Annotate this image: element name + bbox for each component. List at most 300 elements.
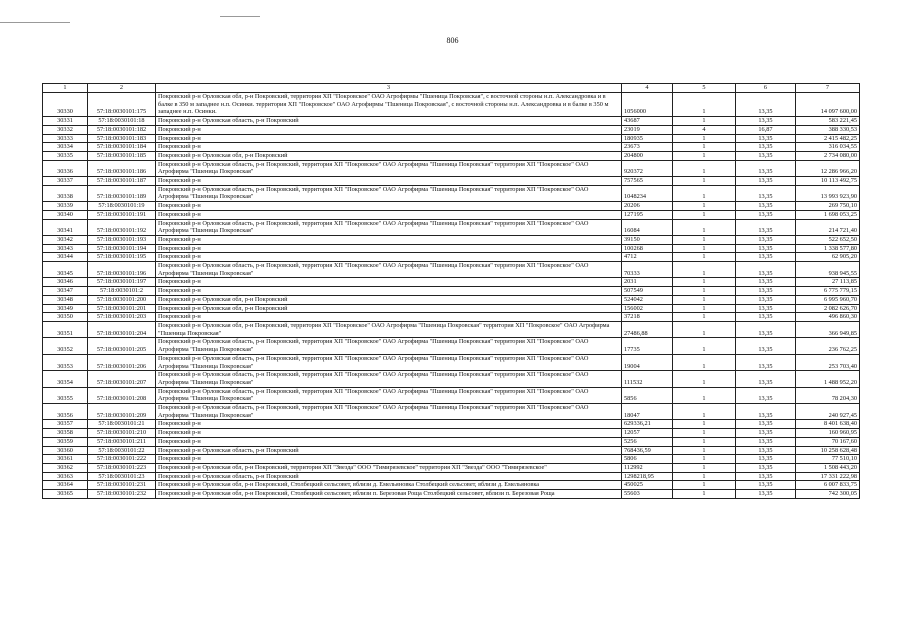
- description: Покровский р-н Орловская область, р-н Покровский: [156, 446, 622, 455]
- table-row: [43, 404, 860, 420]
- cadastral-number: 57:18:0030101:18: [88, 117, 156, 126]
- table-row: [43, 472, 860, 481]
- area-value: 156002: [622, 304, 673, 313]
- description: Покровский р-н Орловская обл, р-н Покровский, территория ХП "Покровское" ОАО Агрофирмы "Пшеница Покровская", с восточной стороны н.п. Александровка и в балке в 350 м западнее н.п. Осинки. территория ХП "Покровское" ОАО Агрофирмы "Пшеница Покровская", с восточной стороны н.п. Александровка и в балке в 350 м западнее н.п. Осинки.: [156, 93, 622, 117]
- column-5-value: 1: [673, 219, 736, 235]
- row-number: 30361: [43, 455, 88, 464]
- area-value: 920372: [622, 160, 673, 176]
- description: Покровский р-н: [156, 210, 622, 219]
- cadastral-number: 57:18:0030101:206: [88, 354, 156, 370]
- rate-value: 13,35: [736, 160, 796, 176]
- area-value: 23019: [622, 125, 673, 134]
- cadastral-number: 57:18:0030101:183: [88, 134, 156, 143]
- description: Покровский р-н Орловская обл, р-н Покровский: [156, 151, 622, 160]
- column-5-value: 1: [673, 202, 736, 211]
- column-5-value: 1: [673, 151, 736, 160]
- area-value: 27486,88: [622, 321, 673, 337]
- area-value: 55603: [622, 490, 673, 499]
- area-value: 1298218,95: [622, 472, 673, 481]
- area-value: 629336,21: [622, 420, 673, 429]
- description: Покровский р-н: [156, 143, 622, 152]
- area-value: 111532: [622, 371, 673, 387]
- row-number: 30337: [43, 177, 88, 186]
- description: Покровский р-н Орловская область, р-н Покровский, территория ХП "Покровское" ОАО Агрофирма "Пшеница Покровская" территория ХП "Покровское" ОАО Агрофирма "Пшеница Покровская": [156, 185, 622, 201]
- area-value: 16084: [622, 219, 673, 235]
- rate-value: 13,35: [736, 151, 796, 160]
- cadastral-number: 57:18:0030101:194: [88, 244, 156, 253]
- description: Покровский р-н Орловская обл, р-н Покровский, территория ХП "Звезда" ООО "Тимирязевское" территория ХП "Звезда" ООО "Тимирязевское": [156, 463, 622, 472]
- cadastral-number: 57:18:0030101:210: [88, 429, 156, 438]
- description: Покровский р-н Орловская область, р-н Покровский, территория ХП "Покровское" ОАО Агрофирма "Пшеница Покровская" территория ХП "Покровское" ОАО Агрофирма "Пшеница Покровская": [156, 160, 622, 176]
- cadastral-value: 17 331 222,98: [796, 472, 860, 481]
- row-number: 30333: [43, 134, 88, 143]
- column-header: 6: [736, 84, 796, 93]
- row-number: 30346: [43, 278, 88, 287]
- table-row: [43, 455, 860, 464]
- cadastral-value: 236 762,25: [796, 338, 860, 354]
- area-value: 5856: [622, 387, 673, 403]
- row-number: 30332: [43, 125, 88, 134]
- column-header: 5: [673, 84, 736, 93]
- cadastral-number: 57:18:0030101:22: [88, 446, 156, 455]
- table-row: [43, 437, 860, 446]
- column-5-value: 1: [673, 463, 736, 472]
- rate-value: 13,35: [736, 278, 796, 287]
- cadastral-value: 269 750,10: [796, 202, 860, 211]
- cadastral-number: 57:18:0030101:186: [88, 160, 156, 176]
- row-number: 30358: [43, 429, 88, 438]
- cadastral-number: 57:18:0030101:223: [88, 463, 156, 472]
- row-number: 30350: [43, 313, 88, 322]
- description: Покровский р-н: [156, 244, 622, 253]
- column-header: 4: [622, 84, 673, 93]
- row-number: 30338: [43, 185, 88, 201]
- column-5-value: 1: [673, 244, 736, 253]
- cadastral-number: 57:18:0030101:184: [88, 143, 156, 152]
- row-number: 30341: [43, 219, 88, 235]
- table-row: [43, 278, 860, 287]
- rate-value: 13,35: [736, 93, 796, 117]
- column-5-value: 1: [673, 235, 736, 244]
- scan-artifact-line: [0, 22, 70, 23]
- cadastral-value: 214 721,40: [796, 219, 860, 235]
- description: Покровский р-н: [156, 134, 622, 143]
- column-header: 3: [156, 84, 622, 93]
- cadastral-number: 57:18:0030101:211: [88, 437, 156, 446]
- description: Покровский р-н: [156, 455, 622, 464]
- column-5-value: 1: [673, 278, 736, 287]
- column-5-value: 1: [673, 429, 736, 438]
- row-number: 30342: [43, 235, 88, 244]
- row-number: 30359: [43, 437, 88, 446]
- description: Покровский р-н: [156, 420, 622, 429]
- row-number: 30340: [43, 210, 88, 219]
- rate-value: 13,35: [736, 481, 796, 490]
- cadastral-number: 57:18:0030101:201: [88, 304, 156, 313]
- table-row: [43, 134, 860, 143]
- area-value: 4712: [622, 253, 673, 262]
- rate-value: 13,35: [736, 420, 796, 429]
- scan-artifact-line: [220, 16, 260, 17]
- column-5-value: 1: [673, 210, 736, 219]
- row-number: 30362: [43, 463, 88, 472]
- cadastral-value: 27 113,85: [796, 278, 860, 287]
- column-5-value: 1: [673, 295, 736, 304]
- description: Покровский р-н Орловская область, р-н Покровский, территория ХП "Покровское" ОАО Агрофирма "Пшеница Покровская" территория ХП "Покровское" ОАО Агрофирма "Пшеница Покровская": [156, 219, 622, 235]
- cadastral-value: 62 905,20: [796, 253, 860, 262]
- cadastral-value: 2 415 482,25: [796, 134, 860, 143]
- cadastral-value: 2 082 626,70: [796, 304, 860, 313]
- row-number: 30353: [43, 354, 88, 370]
- row-number: 30354: [43, 371, 88, 387]
- column-5-value: 1: [673, 387, 736, 403]
- table-row: [43, 295, 860, 304]
- table-row: [43, 125, 860, 134]
- row-number: 30364: [43, 481, 88, 490]
- rate-value: 13,35: [736, 253, 796, 262]
- table-row: [43, 338, 860, 354]
- column-5-value: 1: [673, 253, 736, 262]
- cadastral-number: 57:18:0030101:222: [88, 455, 156, 464]
- cadastral-number: 57:18:0030101:182: [88, 125, 156, 134]
- row-number: 30355: [43, 387, 88, 403]
- description: Покровский р-н Орловская область, р-н Покровский, территория ХП "Покровское" ОАО Агрофирма "Пшеница Покровская" территория ХП "Покровское" ОАО Агрофирма "Пшеница Покровская": [156, 262, 622, 278]
- area-value: 39150: [622, 235, 673, 244]
- cadastral-number: 57:18:0030101:208: [88, 387, 156, 403]
- rate-value: 13,35: [736, 295, 796, 304]
- table-row: [43, 313, 860, 322]
- table-row: [43, 446, 860, 455]
- column-5-value: 1: [673, 287, 736, 296]
- cadastral-number: 57:18:0030101:205: [88, 338, 156, 354]
- column-5-value: 1: [673, 446, 736, 455]
- description: Покровский р-н Орловская обл, р-н Покровский, территория ХП "Покровское" ОАО Агрофирма "Пшеница Покровская" территория ХП "Покровское" ОАО Агрофирма "Пшеница Покровская": [156, 321, 622, 337]
- cadastral-value: 6 007 833,75: [796, 481, 860, 490]
- register-table: [42, 83, 860, 499]
- column-5-value: 1: [673, 404, 736, 420]
- cadastral-number: 57:18:0030101:185: [88, 151, 156, 160]
- table-row: [43, 387, 860, 403]
- table-row: [43, 93, 860, 117]
- cadastral-number: 57:18:0030101:189: [88, 185, 156, 201]
- column-5-value: 1: [673, 437, 736, 446]
- rate-value: 13,35: [736, 134, 796, 143]
- area-value: 180935: [622, 134, 673, 143]
- row-number: 30365: [43, 490, 88, 499]
- description: Покровский р-н Орловская область, р-н Покровский: [156, 472, 622, 481]
- area-value: 100268: [622, 244, 673, 253]
- table-row: [43, 371, 860, 387]
- rate-value: 13,35: [736, 304, 796, 313]
- cadastral-value: 6 775 779,15: [796, 287, 860, 296]
- table-row: [43, 219, 860, 235]
- table-row: [43, 210, 860, 219]
- cadastral-value: 1 508 443,20: [796, 463, 860, 472]
- column-5-value: 1: [673, 304, 736, 313]
- cadastral-number: 57:18:0030101:23: [88, 472, 156, 481]
- cadastral-number: 57:18:0030101:207: [88, 371, 156, 387]
- table-row: [43, 244, 860, 253]
- cadastral-value: 12 286 966,20: [796, 160, 860, 176]
- rate-value: 13,35: [736, 321, 796, 337]
- rate-value: 13,35: [736, 371, 796, 387]
- row-number: 30331: [43, 117, 88, 126]
- cadastral-value: 70 167,60: [796, 437, 860, 446]
- area-value: 524042: [622, 295, 673, 304]
- rate-value: 13,35: [736, 117, 796, 126]
- area-value: 5256: [622, 437, 673, 446]
- cadastral-number: 57:18:0030101:200: [88, 295, 156, 304]
- column-5-value: 1: [673, 481, 736, 490]
- table-row: [43, 151, 860, 160]
- table-row: [43, 262, 860, 278]
- rate-value: 13,35: [736, 463, 796, 472]
- table-row: [43, 160, 860, 176]
- rate-value: 13,35: [736, 472, 796, 481]
- column-header: 7: [796, 84, 860, 93]
- cadastral-value: 160 960,95: [796, 429, 860, 438]
- row-number: 30334: [43, 143, 88, 152]
- description: Покровский р-н: [156, 437, 622, 446]
- table-row: [43, 202, 860, 211]
- cadastral-number: 57:18:0030101:191: [88, 210, 156, 219]
- description: Покровский р-н: [156, 202, 622, 211]
- rate-value: 13,35: [736, 437, 796, 446]
- cadastral-number: 57:18:0030101:204: [88, 321, 156, 337]
- area-value: 70333: [622, 262, 673, 278]
- area-value: 12057: [622, 429, 673, 438]
- cadastral-value: 388 330,53: [796, 125, 860, 134]
- table-row: [43, 177, 860, 186]
- cadastral-value: 240 927,45: [796, 404, 860, 420]
- row-number: 30357: [43, 420, 88, 429]
- cadastral-number: 57:18:0030101:19: [88, 202, 156, 211]
- column-5-value: 1: [673, 177, 736, 186]
- column-5-value: 1: [673, 93, 736, 117]
- area-value: 2031: [622, 278, 673, 287]
- cadastral-value: 253 703,40: [796, 354, 860, 370]
- rate-value: 13,35: [736, 404, 796, 420]
- row-number: 30363: [43, 472, 88, 481]
- cadastral-number: 57:18:0030101:196: [88, 262, 156, 278]
- rate-value: 13,35: [736, 287, 796, 296]
- table-row: [43, 481, 860, 490]
- cadastral-value: 10 113 492,75: [796, 177, 860, 186]
- table-row: [43, 253, 860, 262]
- cadastral-number: 57:18:0030101:203: [88, 313, 156, 322]
- cadastral-number: 57:18:0030101:2: [88, 287, 156, 296]
- rate-value: 13,35: [736, 202, 796, 211]
- rate-value: 13,35: [736, 185, 796, 201]
- row-number: 30330: [43, 93, 88, 117]
- description: Покровский р-н: [156, 278, 622, 287]
- area-value: 507549: [622, 287, 673, 296]
- table-row: [43, 185, 860, 201]
- row-number: 30335: [43, 151, 88, 160]
- cadastral-value: 1 698 053,25: [796, 210, 860, 219]
- area-value: 757565: [622, 177, 673, 186]
- description: Покровский р-н: [156, 253, 622, 262]
- column-5-value: 1: [673, 354, 736, 370]
- area-value: 112992: [622, 463, 673, 472]
- rate-value: 13,35: [736, 262, 796, 278]
- column-5-value: 1: [673, 455, 736, 464]
- area-value: 23673: [622, 143, 673, 152]
- column-5-value: 1: [673, 371, 736, 387]
- column-5-value: 1: [673, 420, 736, 429]
- column-5-value: 1: [673, 185, 736, 201]
- description: Покровский р-н Орловская область, р-н Покровский, территория ХП "Покровское" ОАО Агрофирма "Пшеница Покровская" территория ХП "Покровское" ОАО Агрофирма "Пшеница Покровская": [156, 404, 622, 420]
- cadastral-value: 316 034,55: [796, 143, 860, 152]
- area-value: 768436,59: [622, 446, 673, 455]
- cadastral-number: 57:18:0030101:21: [88, 420, 156, 429]
- table-row: [43, 490, 860, 499]
- rate-value: 13,35: [736, 143, 796, 152]
- description: Покровский р-н Орловская обл, р-н Покровский, Столбецкий сельсовет, вблизи д. Емельяновка Столбецкий сельсовет, вблизи д. Емельяновка: [156, 481, 622, 490]
- description: Покровский р-н: [156, 235, 622, 244]
- table-row: [43, 420, 860, 429]
- cadastral-value: 14 097 600,00: [796, 93, 860, 117]
- table-row: [43, 354, 860, 370]
- rate-value: 13,35: [736, 210, 796, 219]
- rate-value: 13,35: [736, 244, 796, 253]
- row-number: 30349: [43, 304, 88, 313]
- column-5-value: 1: [673, 160, 736, 176]
- row-number: 30343: [43, 244, 88, 253]
- table-row: [43, 463, 860, 472]
- rate-value: 16,87: [736, 125, 796, 134]
- cadastral-value: 366 949,85: [796, 321, 860, 337]
- rate-value: 13,35: [736, 177, 796, 186]
- row-number: 30347: [43, 287, 88, 296]
- column-5-value: 1: [673, 472, 736, 481]
- cadastral-value: 1 488 952,20: [796, 371, 860, 387]
- row-number: 30348: [43, 295, 88, 304]
- column-5-value: 1: [673, 134, 736, 143]
- column-5-value: 1: [673, 313, 736, 322]
- column-5-value: 1: [673, 117, 736, 126]
- column-5-value: 1: [673, 338, 736, 354]
- table-row: [43, 304, 860, 313]
- description: Покровский р-н Орловская область, р-н Покровский, территория ХП "Покровское" ОАО Агрофирма "Пшеница Покровская" территория ХП "Покровское" ОАО Агрофирма "Пшеница Покровская": [156, 354, 622, 370]
- description: Покровский р-н Орловская область, р-н Покровский, территория ХП "Покровское" ОАО Агрофирма "Пшеница Покровская" территория ХП "Покровское" ОАО Агрофирма "Пшеница Покровская": [156, 387, 622, 403]
- rate-value: 13,35: [736, 354, 796, 370]
- description: Покровский р-н: [156, 429, 622, 438]
- cadastral-value: 496 860,30: [796, 313, 860, 322]
- table-row: [43, 287, 860, 296]
- cadastral-value: 13 993 923,90: [796, 185, 860, 201]
- description: Покровский р-н: [156, 313, 622, 322]
- column-5-value: 1: [673, 143, 736, 152]
- rate-value: 13,35: [736, 235, 796, 244]
- column-5-value: 1: [673, 262, 736, 278]
- area-value: 450025: [622, 481, 673, 490]
- row-number: 30356: [43, 404, 88, 420]
- row-number: 30344: [43, 253, 88, 262]
- column-header: 2: [88, 84, 156, 93]
- cadastral-number: 57:18:0030101:187: [88, 177, 156, 186]
- rate-value: 13,35: [736, 429, 796, 438]
- description: Покровский р-н Орловская обл, р-н Покровский, Столбецкий сельсовет, вблизи п. Березовая Роща Столбецкий сельсовет, вблизи п. Березовая Роща: [156, 490, 622, 499]
- table-row: [43, 321, 860, 337]
- rate-value: 13,35: [736, 446, 796, 455]
- row-number: 30336: [43, 160, 88, 176]
- cadastral-number: 57:18:0030101:231: [88, 481, 156, 490]
- description: Покровский р-н: [156, 177, 622, 186]
- column-5-value: 4: [673, 125, 736, 134]
- cadastral-value: 2 734 080,00: [796, 151, 860, 160]
- cadastral-number: 57:18:0030101:195: [88, 253, 156, 262]
- area-value: 127195: [622, 210, 673, 219]
- cadastral-value: 742 300,05: [796, 490, 860, 499]
- table-body: [43, 93, 860, 499]
- column-header: 1: [43, 84, 88, 93]
- row-number: 30352: [43, 338, 88, 354]
- description: Покровский р-н: [156, 287, 622, 296]
- area-value: 19004: [622, 354, 673, 370]
- row-number: 30345: [43, 262, 88, 278]
- header-row: [43, 84, 860, 93]
- description: Покровский р-н Орловская область, р-н Покровский, территория ХП "Покровское" ОАО Агрофирма "Пшеница Покровская" территория ХП "Покровское" ОАО Агрофирма "Пшеница Покровская": [156, 338, 622, 354]
- column-5-value: 1: [673, 321, 736, 337]
- description: Покровский р-н: [156, 125, 622, 134]
- page-number: 806: [446, 36, 459, 45]
- column-5-value: 1: [673, 490, 736, 499]
- cadastral-value: 78 204,30: [796, 387, 860, 403]
- cadastral-value: 10 258 628,48: [796, 446, 860, 455]
- area-value: 17735: [622, 338, 673, 354]
- area-value: 1056000: [622, 93, 673, 117]
- rate-value: 13,35: [736, 490, 796, 499]
- description: Покровский р-н Орловская обл, р-н Покровский: [156, 295, 622, 304]
- cadastral-value: 6 995 960,70: [796, 295, 860, 304]
- area-value: 1048234: [622, 185, 673, 201]
- table-row: [43, 429, 860, 438]
- row-number: 30360: [43, 446, 88, 455]
- area-value: 18047: [622, 404, 673, 420]
- area-value: 43687: [622, 117, 673, 126]
- rate-value: 13,35: [736, 455, 796, 464]
- rate-value: 13,35: [736, 387, 796, 403]
- cadastral-value: 77 510,10: [796, 455, 860, 464]
- area-value: 5806: [622, 455, 673, 464]
- cadastral-number: 57:18:0030101:192: [88, 219, 156, 235]
- cadastral-number: 57:18:0030101:232: [88, 490, 156, 499]
- area-value: 204800: [622, 151, 673, 160]
- cadastral-number: 57:18:0030101:175: [88, 93, 156, 117]
- row-number: 30339: [43, 202, 88, 211]
- row-number: 30351: [43, 321, 88, 337]
- rate-value: 13,35: [736, 313, 796, 322]
- table-row: [43, 143, 860, 152]
- cadastral-value: 522 652,50: [796, 235, 860, 244]
- cadastral-value: 8 401 638,40: [796, 420, 860, 429]
- cadastral-number: 57:18:0030101:197: [88, 278, 156, 287]
- cadastral-number: 57:18:0030101:193: [88, 235, 156, 244]
- description: Покровский р-н Орловская область, р-н Покровский: [156, 117, 622, 126]
- cadastral-value: 938 945,55: [796, 262, 860, 278]
- description: Покровский р-н Орловская область, р-н Покровский, территория ХП "Покровское" ОАО Агрофирма "Пшеница Покровская" территория ХП "Покровское" ОАО Агрофирма "Пшеница Покровская": [156, 371, 622, 387]
- rate-value: 13,35: [736, 219, 796, 235]
- cadastral-value: 583 221,45: [796, 117, 860, 126]
- cadastral-value: 1 338 577,80: [796, 244, 860, 253]
- table-row: [43, 117, 860, 126]
- rate-value: 13,35: [736, 338, 796, 354]
- cadastral-number: 57:18:0030101:209: [88, 404, 156, 420]
- table-row: [43, 235, 860, 244]
- area-value: 37218: [622, 313, 673, 322]
- description: Покровский р-н Орловская обл, р-н Покровский: [156, 304, 622, 313]
